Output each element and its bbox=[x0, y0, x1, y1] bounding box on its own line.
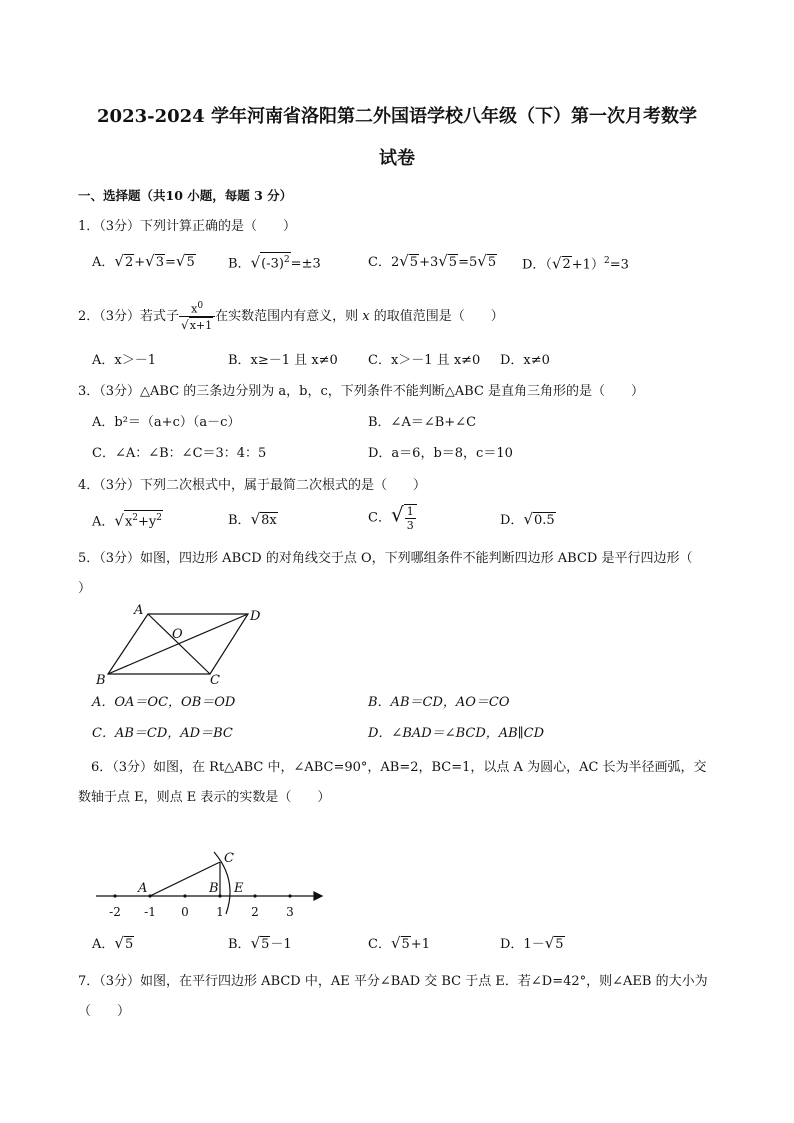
label-b: B bbox=[209, 881, 219, 896]
label-c: C bbox=[210, 673, 220, 688]
q4-option-c: C．√ $\frac{1}{3}$ bbox=[368, 504, 417, 532]
label-b: B bbox=[96, 673, 106, 688]
tick-label: 1 bbox=[216, 905, 224, 919]
question-5-stem: 5．（3分）如图，四边形 ABCD 的对角线交于点 O，下列哪组条件不能判断四边形 ABCD 是平行四边形（ bbox=[78, 551, 693, 566]
question-2-stem: 2．（3分）若式子 $\frac{x^0}{√x+1}$ 在实数范围内有意义，则 x 的取值范围是（ ） bbox=[78, 301, 504, 332]
q5-option-c: C．AB＝CD，AD＝BC bbox=[92, 726, 233, 741]
label-o: O bbox=[172, 627, 183, 642]
tick-label: -1 bbox=[144, 905, 156, 919]
q1-option-c: C．2√5+3√5=5√5 bbox=[368, 252, 497, 270]
q3-option-d: D．a＝6，b＝8，c＝10 bbox=[368, 446, 513, 461]
q3-option-c: C．∠A：∠B：∠C＝3：4：5 bbox=[92, 446, 267, 461]
q1-option-b: B．$√(-3)^2=\pm 3$ bbox=[228, 253, 321, 272]
question-1-stem: 1．（3分）下列计算正确的是（ ） bbox=[78, 219, 297, 234]
q6-option-d: D．1－√5 bbox=[500, 934, 564, 952]
q6-option-a: A．√5 bbox=[92, 934, 134, 952]
q6-number-line-figure bbox=[90, 846, 330, 924]
q5-option-b: B．AB＝CD，AO＝CO bbox=[368, 695, 510, 710]
label-c: C bbox=[224, 851, 234, 866]
question-7-stem: 7．（3分）如图，在平行四边形 ABCD 中，AE 平分∠BAD 交 BC 于点 E．若∠D=42°，则∠AEB 的大小为（ ） bbox=[78, 974, 708, 1019]
question-4-stem: 4．（3分）下列二次根式中，属于最简二次根式的是（ ） bbox=[78, 478, 427, 493]
q2-option-d: D．x≠0 bbox=[500, 353, 550, 368]
q4-option-b: B．√8x bbox=[228, 510, 277, 528]
q5-option-d: D．∠BAD＝∠BCD，AB∥CD bbox=[368, 726, 545, 741]
tick-label: -2 bbox=[109, 905, 121, 919]
tick-label: 3 bbox=[286, 905, 294, 919]
label-a: A bbox=[134, 603, 144, 618]
q5-parallelogram-figure bbox=[90, 602, 280, 692]
question-6-stem: 6．（3分）如图，在 Rt△ABC 中，∠ABC=90°，AB=2，BC=1，以点 A 为圆心，AC 长为半径画弧，交数轴于点 E，则点 E 表示的实数是（ ） bbox=[78, 760, 707, 805]
axis-arrow bbox=[314, 892, 322, 900]
label-a: A bbox=[138, 881, 148, 896]
question-3-stem: 3．（3分）△ABC 的三条边分别为 a，b，c，下列条件不能判断△ABC 是直角三角形的是（ ） bbox=[78, 384, 645, 399]
q2-option-c: C．x＞－1 且 x≠0 bbox=[368, 353, 481, 368]
q2-option-a: A．x＞－1 bbox=[92, 353, 156, 368]
exam-title-line2: 试卷 bbox=[379, 148, 415, 169]
tick-label: 0 bbox=[181, 905, 189, 919]
q6-option-b: B．√5－1 bbox=[228, 934, 292, 952]
label-e: E bbox=[234, 881, 244, 896]
q3-option-a: A．b²＝（a+c）（a－c） bbox=[92, 415, 241, 430]
q1-option-a: A．√2+√3=√5 bbox=[92, 252, 195, 270]
diagonal-bd bbox=[108, 614, 248, 674]
question-5-stem-close: ） bbox=[78, 581, 92, 596]
q6-option-c: C．√5+1 bbox=[368, 934, 430, 952]
q5-option-a: A．OA＝OC，OB＝OD bbox=[92, 695, 236, 710]
q4-option-d: D．√0.5 bbox=[500, 510, 555, 528]
label-d: D bbox=[250, 609, 261, 624]
q2-fraction: $\frac{x^0}{√x+1}$ bbox=[179, 300, 215, 333]
q1-option-d: D．$(√2+1)^2=3$ bbox=[522, 254, 629, 273]
q2-option-b: B．x≥－1 且 x≠0 bbox=[228, 353, 338, 368]
exam-title-line1: 2023-2024 学年河南省洛阳第二外国语学校八年级（下）第一次月考数学 bbox=[97, 106, 697, 127]
section-heading: 一、选择题（共10 小题，每题 3 分） bbox=[78, 188, 293, 203]
q4-option-a: A．$√x^2+y^2$ bbox=[92, 511, 163, 530]
tick-label: 2 bbox=[251, 905, 259, 919]
q3-option-b: B．∠A＝∠B+∠C bbox=[368, 415, 477, 430]
